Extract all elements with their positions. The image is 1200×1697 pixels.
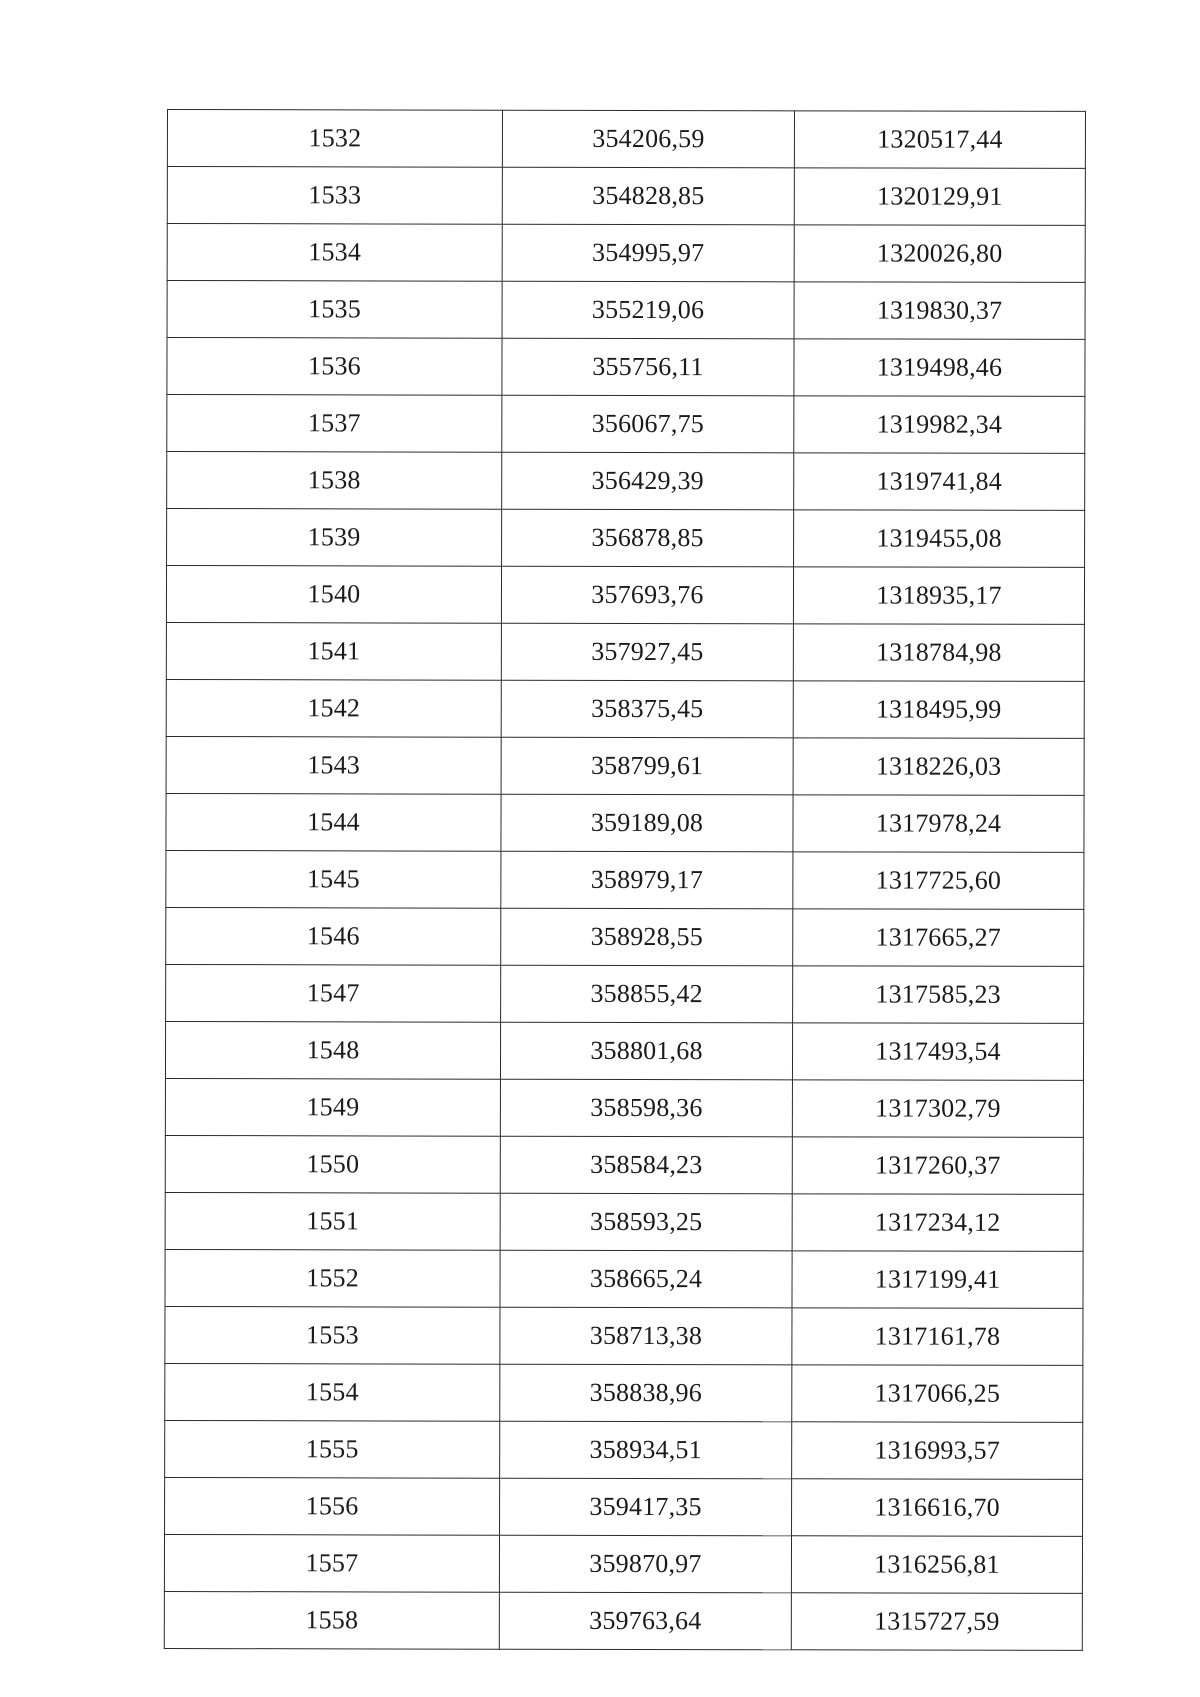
point-number-cell: 1551 [165,1192,500,1250]
x-coordinate-cell: 359417,35 [500,1478,792,1536]
y-coordinate-cell: 1317665,27 [793,909,1084,967]
y-coordinate-cell: 1316993,57 [792,1422,1083,1480]
table-row [165,1477,1083,1536]
point-number-cell: 1556 [165,1477,500,1535]
y-coordinate-cell: 1317161,78 [792,1308,1083,1366]
point-number-cell: 1558 [164,1591,499,1649]
point-number-cell: 1539 [167,509,502,567]
x-coordinate-cell: 356067,75 [502,395,794,453]
point-number-cell: 1545 [166,850,501,908]
y-coordinate-cell: 1317199,41 [792,1251,1083,1309]
point-number-cell: 1544 [166,793,501,851]
y-coordinate-cell: 1317234,12 [792,1194,1083,1252]
table-row [167,167,1085,226]
point-number-cell: 1533 [167,167,502,225]
y-coordinate-cell: 1320517,44 [794,111,1085,169]
point-number-cell: 1542 [166,679,501,737]
point-number-cell: 1552 [165,1249,500,1307]
point-number-cell: 1546 [166,907,501,965]
x-coordinate-cell: 356429,39 [502,452,794,510]
x-coordinate-cell: 358598,36 [500,1079,792,1137]
x-coordinate-cell: 358979,17 [501,851,793,909]
table-row [165,1363,1083,1422]
point-number-cell: 1547 [166,964,501,1022]
coordinates-table [164,109,1086,1651]
point-number-cell: 1541 [166,622,501,680]
table-row [164,1591,1082,1650]
point-number-cell: 1532 [167,110,502,168]
x-coordinate-cell: 357927,45 [501,623,793,681]
y-coordinate-cell: 1319830,37 [794,282,1085,340]
x-coordinate-cell: 359763,64 [499,1592,791,1650]
y-coordinate-cell: 1318935,17 [793,567,1084,625]
x-coordinate-cell: 358838,96 [500,1364,792,1422]
table-row [167,395,1085,454]
point-number-cell: 1540 [166,566,501,624]
x-coordinate-cell: 355756,11 [502,338,794,396]
y-coordinate-cell: 1317260,37 [792,1137,1083,1195]
table-row [165,1306,1083,1365]
y-coordinate-cell: 1319741,84 [794,453,1085,511]
point-number-cell: 1543 [166,736,501,794]
y-coordinate-cell: 1318784,98 [793,624,1084,682]
y-coordinate-cell: 1316616,70 [792,1479,1083,1537]
y-coordinate-cell: 1316256,81 [791,1536,1082,1594]
point-number-cell: 1538 [167,452,502,510]
y-coordinate-cell: 1317978,24 [793,795,1084,853]
x-coordinate-cell: 358934,51 [500,1421,792,1479]
table-row [166,736,1084,795]
y-coordinate-cell: 1319982,34 [794,396,1085,454]
x-coordinate-cell: 359189,08 [501,794,793,852]
table-row [167,509,1085,568]
point-number-cell: 1534 [167,224,502,282]
table-row [165,1021,1083,1080]
table-row [165,1135,1083,1194]
point-number-cell: 1557 [164,1534,499,1592]
table-row [166,850,1084,909]
y-coordinate-cell: 1319498,46 [794,339,1085,397]
point-number-cell: 1537 [167,395,502,453]
y-coordinate-cell: 1317302,79 [792,1080,1083,1138]
x-coordinate-cell: 358713,38 [500,1307,792,1365]
table-row [167,224,1085,283]
x-coordinate-cell: 358375,45 [501,680,793,738]
x-coordinate-cell: 358855,42 [501,965,793,1023]
table-row [166,793,1084,852]
table-row [165,1192,1083,1251]
x-coordinate-cell: 358799,61 [501,737,793,795]
x-coordinate-cell: 359870,97 [499,1535,791,1593]
table-row [164,1534,1082,1593]
table-row [167,281,1085,340]
x-coordinate-cell: 357693,76 [501,566,793,624]
table-row [166,566,1084,625]
point-number-cell: 1554 [165,1363,500,1421]
table-row [166,964,1084,1023]
table-row [166,622,1084,681]
point-number-cell: 1550 [165,1135,500,1193]
x-coordinate-cell: 354828,85 [502,167,794,225]
x-coordinate-cell: 358801,68 [500,1022,792,1080]
table-row [167,452,1085,511]
point-number-cell: 1548 [165,1021,500,1079]
table-row [166,679,1084,738]
y-coordinate-cell: 1317725,60 [793,852,1084,910]
x-coordinate-cell: 358593,25 [500,1193,792,1251]
point-number-cell: 1555 [165,1420,500,1478]
point-number-cell: 1536 [167,338,502,396]
y-coordinate-cell: 1318226,03 [793,738,1084,796]
x-coordinate-cell: 358928,55 [501,908,793,966]
y-coordinate-cell: 1318495,99 [793,681,1084,739]
point-number-cell: 1535 [167,281,502,339]
table-row [167,110,1085,169]
table-row [165,1249,1083,1308]
y-coordinate-cell: 1315727,59 [791,1593,1082,1651]
point-number-cell: 1549 [165,1078,500,1136]
x-coordinate-cell: 354206,59 [502,110,794,168]
x-coordinate-cell: 358584,23 [500,1136,792,1194]
y-coordinate-cell: 1319455,08 [794,510,1085,568]
x-coordinate-cell: 355219,06 [502,281,794,339]
x-coordinate-cell: 356878,85 [502,509,794,567]
point-number-cell: 1553 [165,1306,500,1364]
y-coordinate-cell: 1317493,54 [792,1023,1083,1081]
y-coordinate-cell: 1320026,80 [794,225,1085,283]
table-row [166,907,1084,966]
y-coordinate-cell: 1317585,23 [793,966,1084,1024]
table-row [165,1420,1083,1479]
coordinates-table-body [164,110,1085,1651]
x-coordinate-cell: 354995,97 [502,224,794,282]
y-coordinate-cell: 1320129,91 [794,168,1085,226]
y-coordinate-cell: 1317066,25 [792,1365,1083,1423]
x-coordinate-cell: 358665,24 [500,1250,792,1308]
table-row [165,1078,1083,1137]
table-row [167,338,1085,397]
